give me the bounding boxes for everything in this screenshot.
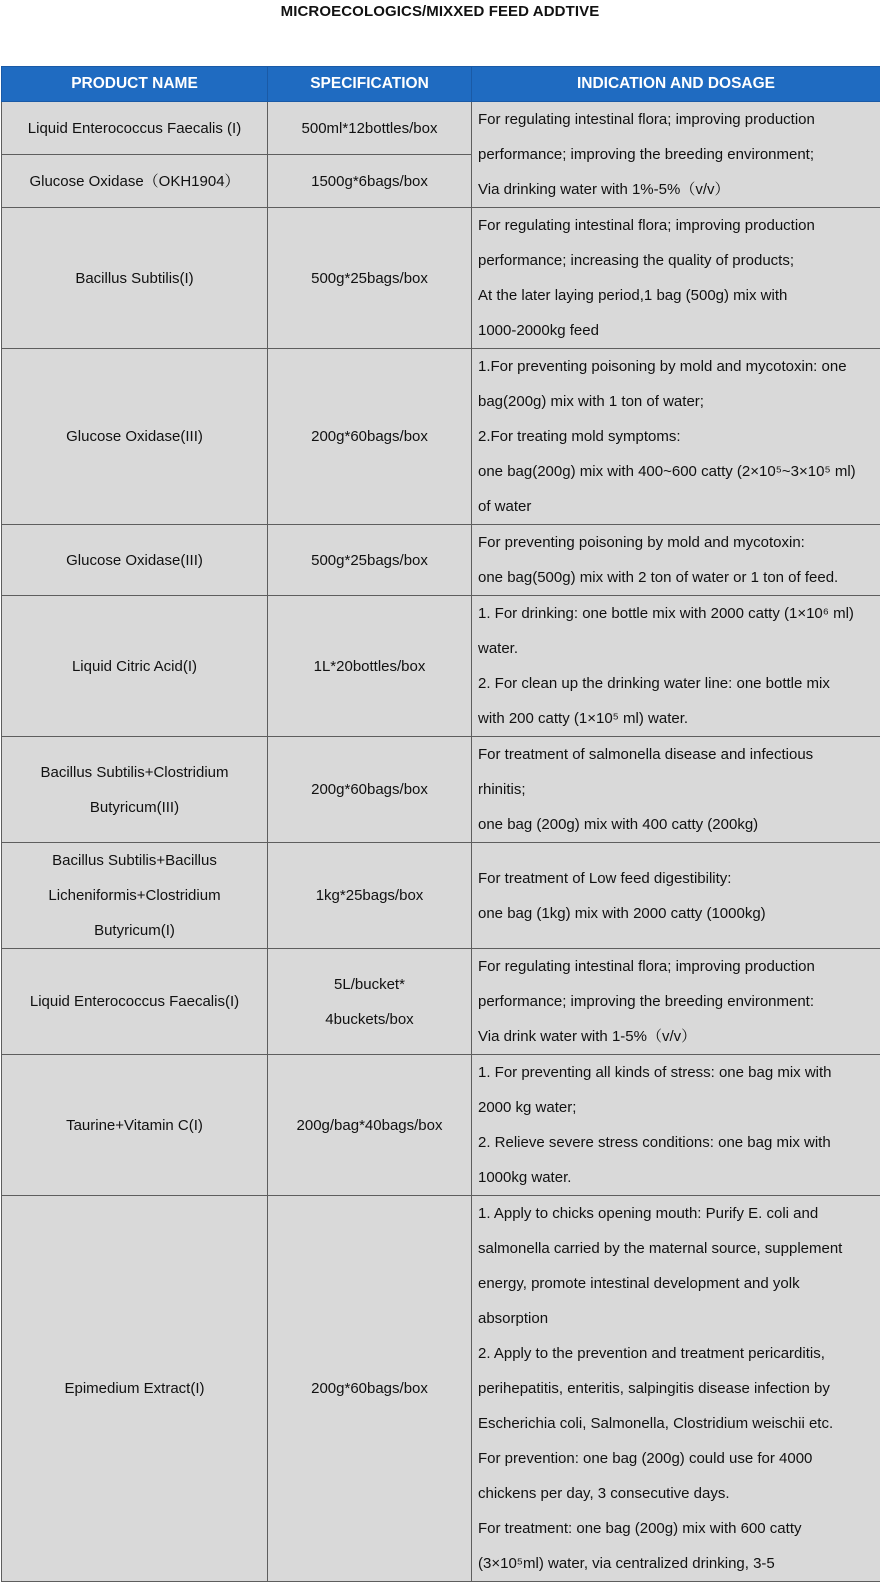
table-row (2, 1196, 880, 1582)
product-name: Glucose Oxidase(III) (2, 349, 268, 525)
indication-line: 1000-2000kg feed (478, 322, 599, 339)
indication-line: performance; improving the breeding environment; (478, 146, 815, 163)
product-spec: 200g/bag*40bags/box (268, 1055, 472, 1196)
product-indication (472, 102, 880, 208)
product-spec: 200g*60bags/box (268, 737, 472, 843)
table-row (2, 208, 880, 349)
product-indication (472, 208, 880, 349)
product-spec: 500ml*12bottles/box (268, 102, 472, 155)
indication-line: For regulating intestinal flora; improving production (478, 217, 815, 234)
product-name-line: Butyricum(I) (94, 922, 175, 939)
indication-line: water. (478, 640, 519, 657)
header-specification: SPECIFICATION (268, 67, 472, 102)
product-spec (268, 949, 472, 1055)
header-product-name: PRODUCT NAME (2, 67, 268, 102)
product-indication (472, 525, 880, 596)
indication-line: For treatment: one bag (200g) mix with 600 catty (478, 1520, 802, 1537)
product-table (1, 66, 880, 1582)
indication-line: For treatment of Low feed digestibility: (478, 869, 732, 887)
product-name (2, 843, 268, 949)
product-spec: 500g*25bags/box (268, 525, 472, 596)
indication-line: For regulating intestinal flora; improving production (478, 111, 815, 128)
table-row (2, 349, 880, 525)
product-name: Glucose Oxidase（OKH1904） (2, 155, 268, 208)
product-spec-line: 5L/bucket* (334, 975, 405, 993)
product-indication (472, 737, 880, 843)
table-header-row (2, 67, 880, 102)
product-name-line: Bacillus Subtilis+Bacillus (52, 852, 217, 869)
indication-line: one bag(200g) mix with 400~600 catty (2×10⁵~3×10⁵ ml) (478, 463, 856, 480)
product-spec: 1L*20bottles/box (268, 596, 472, 737)
indication-line: one bag (200g) mix with 400 catty (200kg) (478, 816, 759, 833)
table-row (2, 949, 880, 1055)
product-indication (472, 596, 880, 737)
indication-line: (3×10⁵ml) water, via centralized drinking, 3-5 (478, 1555, 775, 1572)
product-spec: 200g*60bags/box (268, 349, 472, 525)
indication-line: performance; increasing the quality of products; (478, 252, 795, 269)
indication-line: 1000kg water. (478, 1169, 572, 1186)
indication-line: 1. Apply to chicks opening mouth: Purify E. coli and (478, 1205, 819, 1222)
product-name-line: Butyricum(III) (89, 798, 180, 816)
product-name: Bacillus Subtilis(I) (2, 208, 268, 349)
product-indication (472, 949, 880, 1055)
table-row (2, 1055, 880, 1196)
table-row (2, 525, 880, 596)
table-row (2, 596, 880, 737)
indication-line: 2. Relieve severe stress conditions: one bag mix with (478, 1134, 831, 1151)
indication-line: For preventing poisoning by mold and mycotoxin: (478, 534, 805, 551)
product-spec: 1500g*6bags/box (268, 155, 472, 208)
product-name: Epimedium Extract(I) (2, 1196, 268, 1582)
page-title: MICROECOLOGICS/MIXXED FEED ADDTIVE (280, 3, 600, 20)
product-name: Glucose Oxidase(III) (2, 525, 268, 596)
product-name-line: Licheniformis+Clostridium (48, 887, 221, 904)
indication-line: 2000 kg water; (478, 1099, 577, 1116)
product-indication (472, 843, 880, 949)
indication-line: bag(200g) mix with 1 ton of water; (478, 393, 704, 410)
product-indication (472, 349, 880, 525)
product-spec: 1kg*25bags/box (268, 843, 472, 949)
product-name: Liquid Enterococcus Faecalis(I) (2, 949, 268, 1055)
product-name-line: Bacillus Subtilis+Clostridium (40, 763, 229, 781)
indication-line: energy, promote intestinal development and yolk (478, 1275, 800, 1292)
indication-line: For treatment of salmonella disease and infectious (478, 746, 814, 763)
indication-line: perihepatitis, enteritis, salpingitis disease infection by (478, 1380, 830, 1397)
indication-line: Via drinking water with 1%-5%（v/v） (478, 181, 730, 198)
indication-line: 1.For preventing poisoning by mold and mycotoxin: one (478, 358, 847, 375)
indication-line: Escherichia coli, Salmonella, Clostridium weischii etc. (478, 1415, 834, 1432)
indication-line: one bag(500g) mix with 2 ton of water or 1 ton of feed. (478, 569, 839, 586)
indication-line: 1. For preventing all kinds of stress: one bag mix with (478, 1064, 832, 1081)
product-name: Liquid Citric Acid(I) (2, 596, 268, 737)
product-spec: 200g*60bags/box (268, 1196, 472, 1582)
product-name: Liquid Enterococcus Faecalis (I) (2, 102, 268, 155)
product-spec: 500g*25bags/box (268, 208, 472, 349)
indication-line: At the later laying period,1 bag (500g) mix with (478, 287, 788, 304)
product-indication (472, 1196, 880, 1582)
indication-line: one bag (1kg) mix with 2000 catty (1000kg) (478, 904, 766, 922)
indication-line: chickens per day, 3 consecutive days. (478, 1485, 730, 1502)
indication-line: Via drink water with 1-5%（v/v） (478, 1028, 697, 1045)
indication-line: For regulating intestinal flora; improving production (478, 958, 815, 975)
table-row (2, 737, 880, 843)
indication-line: performance; improving the breeding environment: (478, 993, 815, 1010)
indication-line: of water (478, 498, 532, 515)
product-indication (472, 1055, 880, 1196)
table-row (2, 102, 880, 155)
indication-line: 2.For treating mold symptoms: (478, 428, 681, 445)
indication-line: For prevention: one bag (200g) could use for 4000 (478, 1450, 813, 1467)
table-row (2, 843, 880, 949)
product-spec-line: 4buckets/box (325, 1010, 414, 1028)
indication-line: salmonella carried by the maternal source, supplement (478, 1240, 843, 1257)
indication-line: rhinitis; (478, 781, 526, 798)
indication-line: 2. For clean up the drinking water line: one bottle mix (478, 675, 830, 692)
indication-line: absorption (478, 1310, 549, 1327)
header-indication: INDICATION AND DOSAGE (472, 67, 880, 102)
product-name: Taurine+Vitamin C(I) (2, 1055, 268, 1196)
indication-line: with 200 catty (1×10⁵ ml) water. (478, 710, 689, 727)
indication-line: 2. Apply to the prevention and treatment pericarditis, (478, 1345, 825, 1362)
product-name (2, 737, 268, 843)
indication-line: 1. For drinking: one bottle mix with 2000 catty (1×10⁶ ml) (478, 605, 854, 622)
